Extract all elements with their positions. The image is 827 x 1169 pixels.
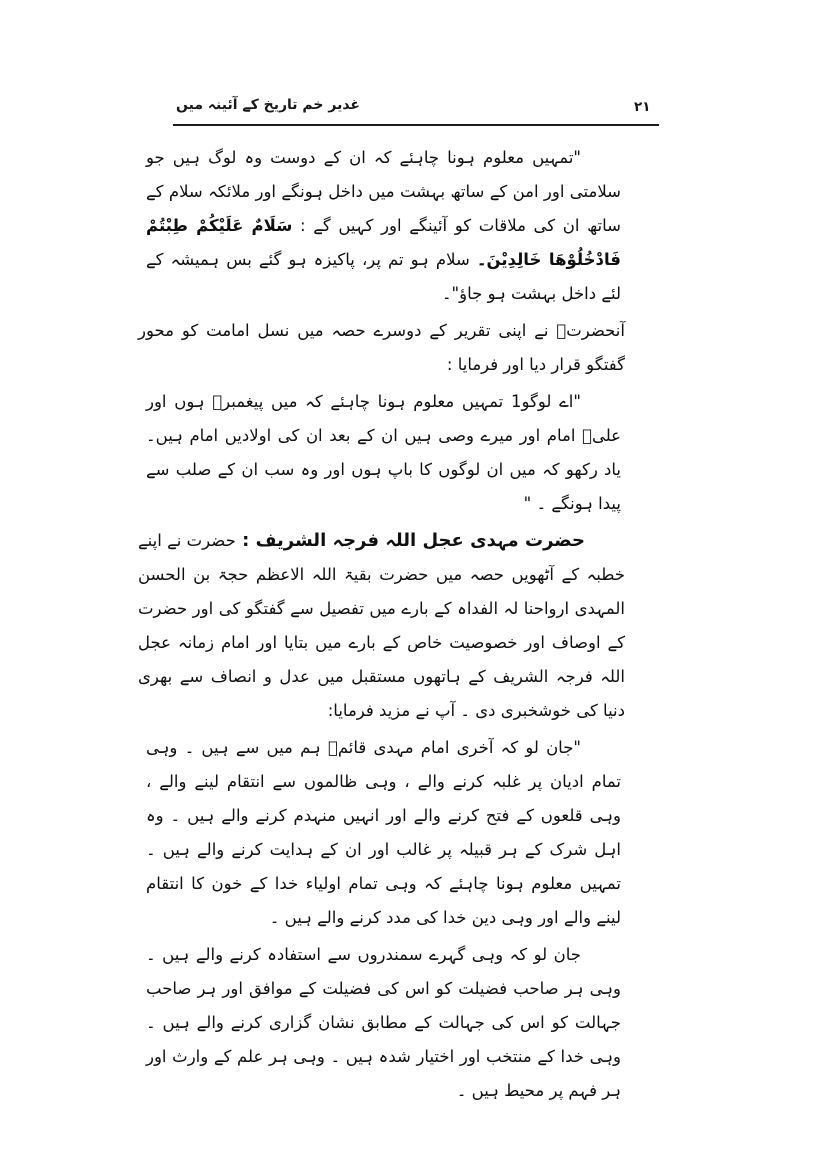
paragraph-speech-intro: آنحضرتؐ نے اپنی تقریر کے دوسرے حصہ میں نسل امامت کو محور گفتگو قرار دیا اور فرمایا : bbox=[138, 321, 625, 374]
quote-paragraph-2: "اے لوگو1 تمہیں معلوم ہونا چاہئے کہ میں پیغمبرؐ ہوں اور علیؑ امام اور میرے وصی ہیں ان کے بعد ان کی اولادیں امام ہیں۔ یاد رکھو کہ میں ان لوگوں کا باپ ہوں اور وہ سب ان کے صلب سے پیدا ہونگے ۔ " bbox=[146, 392, 621, 513]
quote-paragraph-1 bbox=[146, 141, 621, 311]
section-heading: حضرت مہدی عجل اللہ فرجہ الشریف : bbox=[235, 530, 585, 551]
running-title: غدیر خم تاریخ کے آئینہ میں bbox=[176, 97, 360, 113]
quote-1-closing: سلام ہو تم پر، پاکیزہ ہو گئے بس ہمیشہ کے لئے داخل بہشت ہو جاؤ"۔ bbox=[146, 250, 621, 303]
arabic-verse: سَلَامٌ عَلَيْكُمْ طِبْتُمْ فَادْخُلُوْهَا خَالِدِيْنَ۔ bbox=[146, 216, 621, 269]
page-number: ۲۱ bbox=[634, 99, 651, 115]
section-paragraph bbox=[138, 524, 625, 728]
body-text bbox=[138, 141, 625, 1111]
quote-paragraph-3: "جان لو کہ آخری امام مہدی قائمؑ ہم میں سے ہیں ۔ وہی تمام ادیان پر غلبہ کرنے والے ، وہی ظالموں سے انتقام لینے والے ، وہی قلعوں کے فتح کرنے والے اور انہیں منہدم کرنے والے ہیں ۔ وہ اہل شرک کے ہر قبیلہ پر غالب اور ان کے ہدایت کرنے والے ہیں ۔ تمہیں معلوم ہونا چاہئے کہ وہی تمام اولیاء خدا کے خون کا انتقام لینے والے اور وہی دین خدا کی مدد کرنے والے ہیں ۔ bbox=[146, 738, 621, 927]
section-body: حضرت نے اپنے خطبہ کے آٹھویں حصہ میں حضرت بقیۃ اللہ الاعظم حجۃ بن الحسن المہدی ارواحنا لہ الفداہ کے بارے میں تفصیل سے گفتگو کی اور حضرت کے اوصاف اور خصوصیت خاص کے بارے میں بتایا اور امام زمانہ عجل اللہ فرجہ الشریف کے ہاتھوں مستقبل میں عدل و انصاف سے بھری دنیا کی خوشخبری دی ۔ آپ نے مزید فرمایا: bbox=[138, 531, 625, 720]
header-rule bbox=[173, 124, 659, 126]
quote-paragraph-4: جان لو کہ وہی گہرے سمندروں سے استفادہ کرنے والے ہیں ۔ وہی ہر صاحب فضیلت کو اس کی فضیلت کے موافق اور ہر صاحب جہالت کو اس کی جہالت کے مطابق نشان گزاری کرنے والے ہیں ۔ وہی خدا کے منتخب اور اختیار شدہ ہیں ۔ وہی ہر علم کے وارث اور ہر فہم پر محیط ہیں ۔ bbox=[146, 945, 621, 1100]
quote-1-opening: "تمہیں معلوم ہونا چاہئے کہ ان کے دوست وہ لوگ ہیں جو سلامتی اور امن کے ساتھ بہشت میں داخل ہونگے اور ملائکہ سلام کے ساتھ ان کی ملاقات کو آئینگے اور کہیں گے : bbox=[146, 148, 621, 235]
